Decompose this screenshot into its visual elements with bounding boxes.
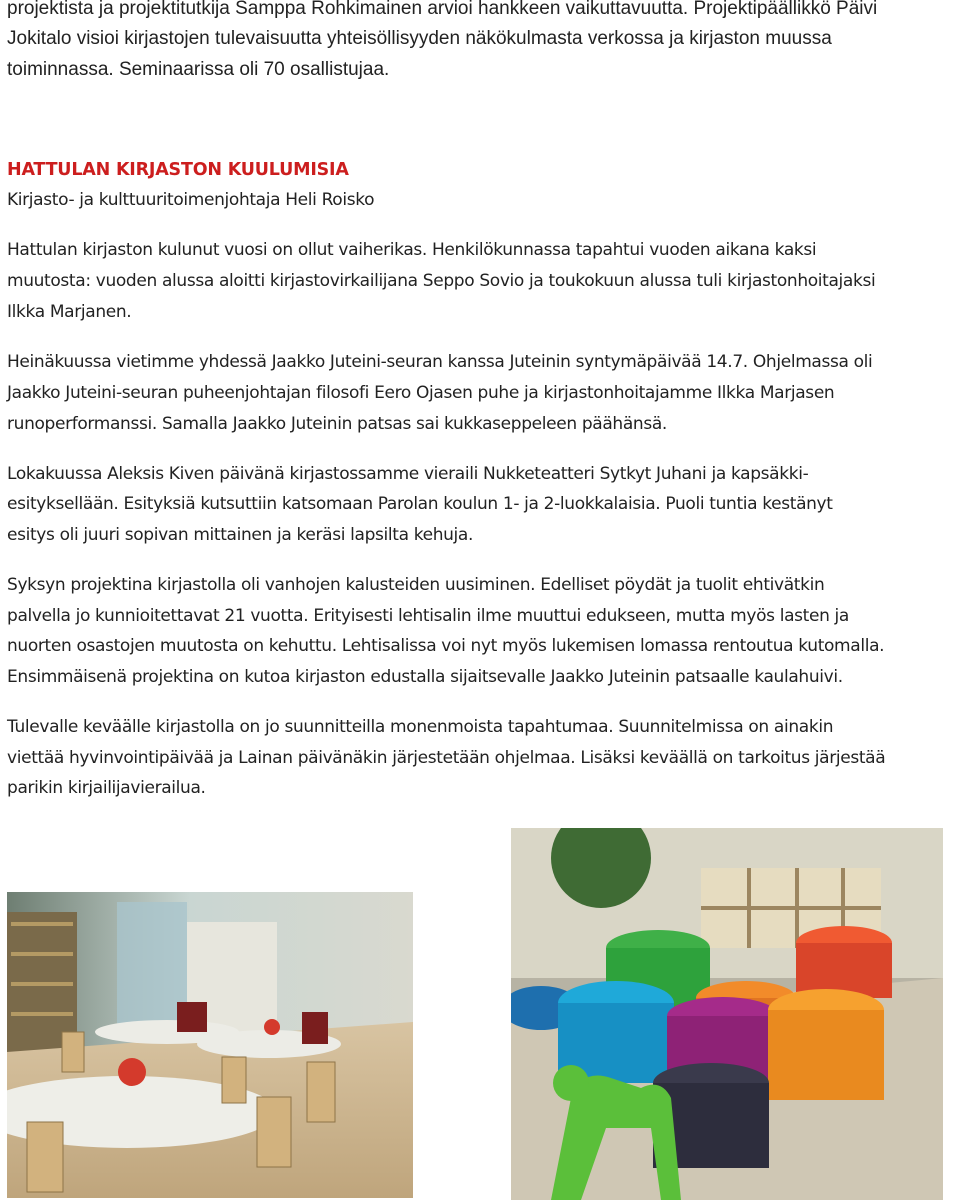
paragraph-line: Hattulan kirjaston kulunut vuosi on ollut vaiherikas. Henkilökunnassa tapahtui vuoden aikana kaksi xyxy=(7,240,817,260)
paragraph-line: Lokakuussa Aleksis Kiven päivänä kirjastossamme vieraili Nukketeatteri Sytkyt Juhani ja kapsäkki- xyxy=(7,464,809,484)
section-heading: HATTULAN KIRJASTON KUULUMISIA xyxy=(7,160,349,180)
paragraph-line: runoperformanssi. Samalla Jaakko Juteinin patsas sai kukkaseppeleen päähänsä. xyxy=(7,414,667,434)
paragraph-line: Ensimmäisenä projektina on kutoa kirjaston edustalla sijaitsevalle Jaakko Juteinin patsaalle kaulahuivi. xyxy=(7,667,843,687)
paragraph-line: viettää hyvinvointipäivää ja Lainan päivänäkin järjestetään ohjelmaa. Lisäksi keväällä on tarkoitus järjestää xyxy=(7,748,886,768)
paragraph-line: parikin kirjailijavierailua. xyxy=(7,778,206,798)
paragraph-line: esityksellään. Esityksiä kutsuttiin katsomaan Parolan koulun 1- ja 2-luokkalaisia. Puoli tuntia kestänyt xyxy=(7,494,833,514)
paragraph-line: Syksyn projektina kirjastolla oli vanhojen kalusteiden uusiminen. Edelliset pöydät ja tuolit ehtivätkin xyxy=(7,575,825,595)
paragraph-line: Heinäkuussa vietimme yhdessä Jaakko Juteini-seuran kanssa Juteinin syntymäpäivää 14.7. Ohjelmassa oli xyxy=(7,352,873,372)
intro-line: Jokitalo visioi kirjastojen tulevaisuutta yhteisöllisyyden näkökulmasta verkossa ja kirjaston muussa xyxy=(7,28,832,49)
intro-line: projektista ja projektitutkija Samppa Rohkimainen arvioi hankkeen vaikuttavuutta. Projektipäällikkö Päivi xyxy=(7,0,878,19)
author-line: Kirjasto- ja kulttuuritoimenjohtaja Heli Roisko xyxy=(7,190,375,210)
intro-line: toiminnassa. Seminaarissa oli 70 osallistujaa. xyxy=(7,59,390,80)
paragraph-line: esitys oli juuri sopivan mittainen ja keräsi lapsilta kehuja. xyxy=(7,525,474,545)
reading-room-photo xyxy=(7,892,413,1198)
childrens-area-photo xyxy=(511,828,943,1200)
paragraph-line: palvella jo kunnioitettavat 21 vuotta. Erityisesti lehtisalin ilme muuttui edukseen, mutta myös lasten ja xyxy=(7,606,849,626)
paragraph-line: muutosta: vuoden alussa aloitti kirjastovirkailijana Seppo Sovio ja toukokuun alussa tuli kirjastonhoitajaksi xyxy=(7,271,876,291)
paragraph-line: Jaakko Juteini-seuran puheenjohtajan filosofi Eero Ojasen puhe ja kirjastonhoitajamme Ilkka Marjasen xyxy=(7,383,835,403)
paragraph-line: nuorten osastojen muutosta on kehuttu. Lehtisalissa voi nyt myös lukemisen lomassa rentoutua kutomalla. xyxy=(7,636,885,656)
paragraph-line: Ilkka Marjanen. xyxy=(7,302,132,322)
paragraph-line: Tulevalle keväälle kirjastolla on jo suunnitteilla monenmoista tapahtumaa. Suunnitelmissa on ainakin xyxy=(7,717,834,737)
